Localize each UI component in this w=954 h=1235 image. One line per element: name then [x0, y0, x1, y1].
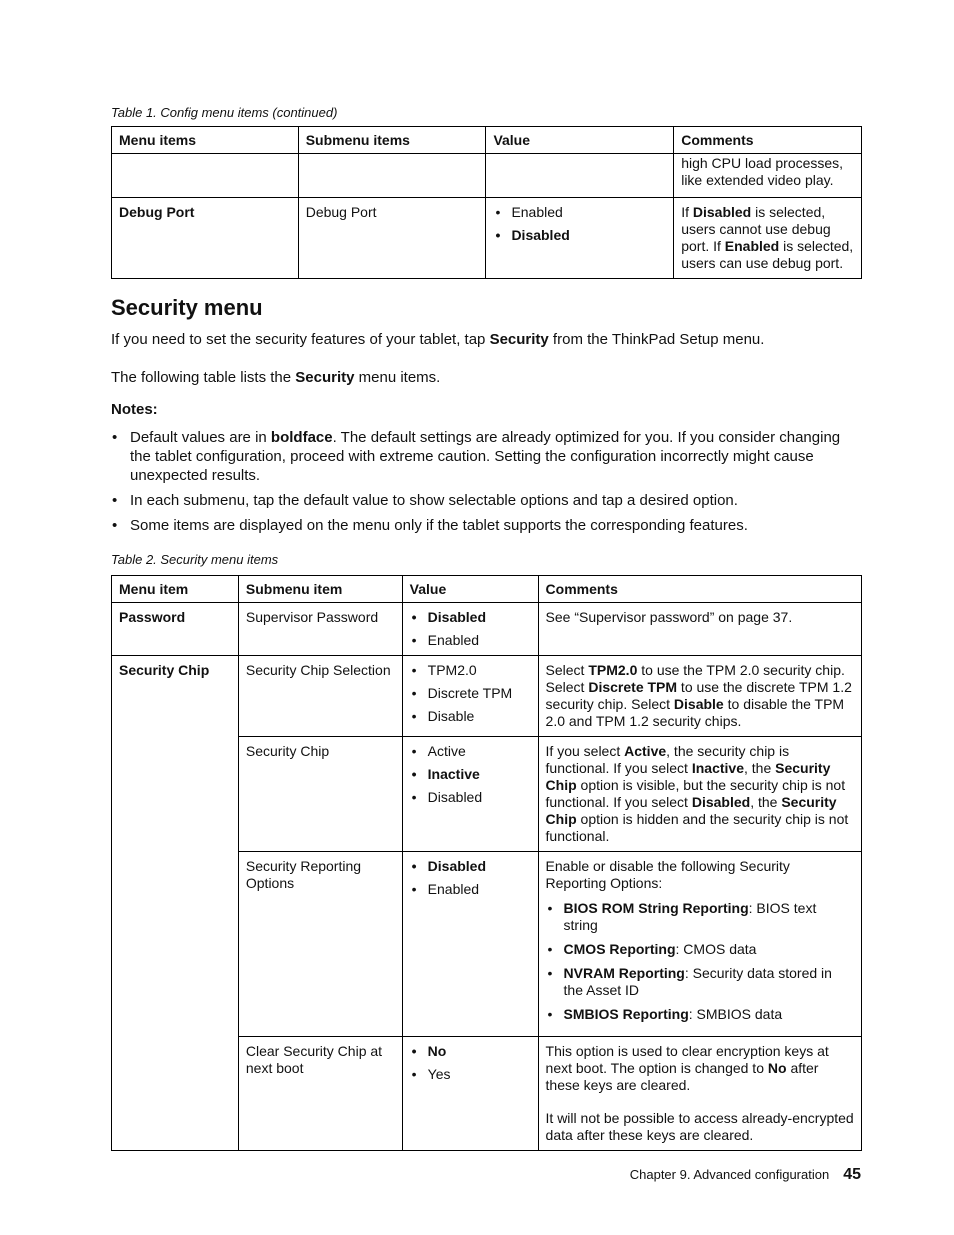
comment-bold: Enabled	[724, 238, 780, 254]
reporting-option: • BIOS ROM String Reporting: BIOS text string	[546, 900, 854, 934]
value-cell	[402, 603, 538, 656]
submenu-item-cell: Security Chip	[238, 737, 402, 852]
table-header-row	[112, 576, 862, 603]
column-header: Menu items	[112, 127, 299, 154]
table-cell	[486, 154, 674, 198]
table1-caption: Table 1. Config menu items (continued)	[111, 105, 338, 120]
column-header: Value	[486, 127, 674, 154]
value-option: • Enabled	[493, 204, 666, 221]
value-option: • Active	[410, 743, 531, 760]
section-title: Security menu	[111, 295, 263, 320]
note-item: • Default values are in boldface. The default settings are already optimized for you. If you consider changing the tablet configuration, proceed with extreme caution. Setting the configuration incorrectly might cause unexpected results.	[111, 428, 851, 485]
comment-text: If	[681, 204, 693, 220]
intro-text: If you need to set the security features of your tablet, tap	[111, 331, 490, 348]
intro-text: menu items.	[354, 369, 441, 386]
table-row	[112, 603, 862, 656]
intro-text: from the ThinkPad Setup menu.	[548, 331, 765, 348]
value-cell	[402, 737, 538, 852]
value-cell	[402, 852, 538, 1037]
column-header: Comments	[538, 576, 861, 603]
submenu-item-cell: Clear Security Chip at next boot	[238, 1037, 402, 1151]
column-header: Submenu items	[298, 127, 486, 154]
intro-paragraph-2	[111, 368, 851, 387]
submenu-item-cell: Debug Port	[298, 198, 486, 279]
table-cell	[298, 154, 486, 198]
value-cell	[402, 1037, 538, 1151]
page-number: 45	[843, 1166, 861, 1183]
submenu-item-cell: Security Reporting Options	[238, 852, 402, 1037]
comment-text: is selected, users cannot use debug port. If	[681, 204, 831, 254]
value-option-default: • Disabled	[410, 858, 531, 875]
menu-item-cell: Security Chip	[112, 656, 239, 1151]
reporting-option: • CMOS Reporting: CMOS data	[546, 941, 854, 958]
submenu-item-cell: Supervisor Password	[238, 603, 402, 656]
security-menu-table	[111, 575, 862, 1151]
column-header: Menu item	[112, 576, 239, 603]
value-option: • Enabled	[410, 881, 531, 898]
column-header: Submenu item	[238, 576, 402, 603]
column-header: Value	[402, 576, 538, 603]
table-row	[112, 154, 862, 198]
comment-paragraph: This option is used to clear encryption keys at next boot. The option is changed to No after these keys are cleared.	[545, 1043, 829, 1093]
value-option: • Disable	[410, 708, 531, 725]
table-row	[112, 198, 862, 279]
intro-text: The following table lists the	[111, 369, 296, 386]
notes-list	[111, 428, 851, 541]
reporting-option: • SMBIOS Reporting: SMBIOS data	[546, 1006, 854, 1023]
intro-bold: Security	[489, 331, 549, 348]
page-footer	[630, 1166, 861, 1184]
value-option: • Discrete TPM	[410, 685, 531, 702]
comment-intro: Enable or disable the following Security Reporting Options:	[545, 858, 790, 891]
value-option: • TPM2.0	[410, 662, 531, 679]
notes-label: Notes:	[111, 401, 158, 418]
table-header-row	[112, 127, 862, 154]
reporting-option: • NVRAM Reporting: Security data stored in the Asset ID	[546, 965, 854, 999]
config-menu-table	[111, 126, 862, 279]
comment-cell: Select TPM2.0 to use the TPM 2.0 security chip. Select Discrete TPM to use the discrete TPM 1.2 security chip. Select Disable to disable the TPM 2.0 and TPM 1.2 security chips.	[538, 656, 861, 737]
note-item: • In each submenu, tap the default value to show selectable options and tap a desired option.	[111, 491, 851, 510]
intro-paragraph	[111, 330, 851, 349]
value-option-default: • No	[410, 1043, 531, 1060]
comment-cell: If you select Active, the security chip is functional. If you select Inactive, the Security Chip option is visible, but the security chip is not functional. If you select Disabled, the Security Chip option is hidden and the security chip is not functional.	[538, 737, 861, 852]
comment-text: is selected, users can use debug port.	[681, 238, 854, 271]
menu-item-cell: Debug Port	[112, 198, 299, 279]
value-option: • Enabled	[410, 632, 531, 649]
note-item: • Some items are displayed on the menu only if the tablet supports the corresponding features.	[111, 516, 851, 535]
value-option-default: • Disabled	[410, 609, 531, 626]
submenu-item-cell: Security Chip Selection	[238, 656, 402, 737]
menu-item-cell: Password	[112, 603, 239, 656]
comment-bold: Disabled	[692, 204, 752, 220]
value-cell	[486, 198, 674, 279]
value-option: • Disabled	[410, 789, 531, 806]
value-option-default: • Disabled	[493, 227, 666, 244]
table-cell	[112, 154, 299, 198]
comment-cell	[538, 852, 861, 1037]
comment-cell	[674, 198, 862, 279]
table-row	[112, 656, 862, 737]
value-option-default: • Inactive	[410, 766, 531, 783]
chapter-label: Chapter 9. Advanced configuration	[629, 1167, 830, 1182]
intro-bold: Security	[295, 369, 355, 386]
table2-caption: Table 2. Security menu items	[111, 552, 279, 567]
comment-cell: high CPU load processes, like extended video play.	[674, 154, 862, 198]
comment-cell: See “Supervisor password” on page 37.	[538, 603, 861, 656]
column-header: Comments	[674, 127, 862, 154]
comment-cell	[538, 1037, 861, 1151]
comment-paragraph: It will not be possible to access already-encrypted data after these keys are cleared.	[545, 1110, 854, 1143]
value-option: • Yes	[410, 1066, 531, 1083]
value-cell	[402, 656, 538, 737]
